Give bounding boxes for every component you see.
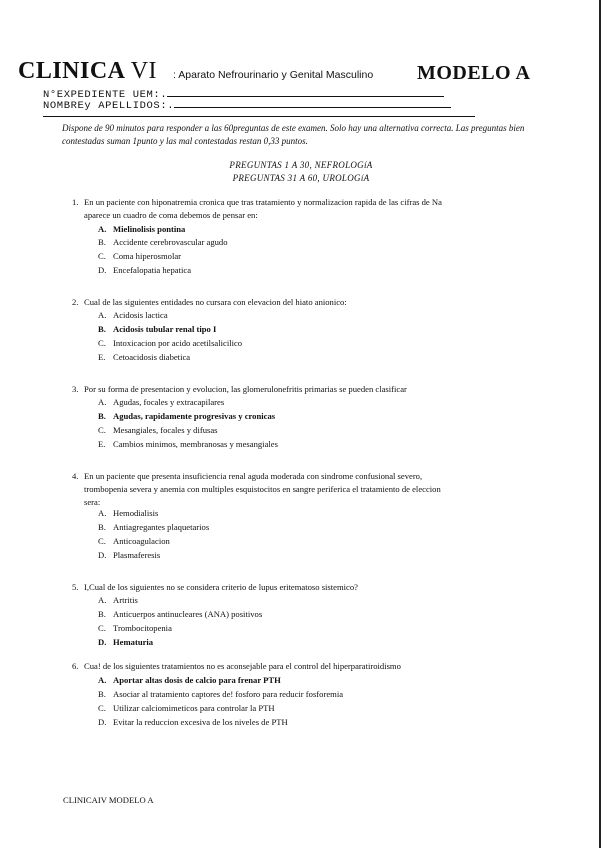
option-text: Hemodialisis: [113, 508, 159, 518]
option-text: Antiagregantes plaquetarios: [113, 522, 210, 532]
nombre-line[interactable]: [174, 97, 451, 108]
exam-model: MODELO A: [417, 62, 531, 84]
expediente-label: N°EXPEDIENTE UEM:.: [43, 89, 168, 101]
option-text: Evitar la reduccion excesiva de los niveles de PTH: [113, 717, 288, 727]
option-5c[interactable]: [98, 622, 172, 635]
option-text: Mesangiales, focales y difusas: [113, 425, 218, 435]
option-letter: A.: [98, 224, 107, 234]
option-text: Cambios minimos, membranosas y mesangiales: [113, 439, 278, 449]
option-text: Accidente cerebrovascular agudo: [113, 237, 228, 247]
option-letter: E.: [98, 439, 106, 449]
option-2a[interactable]: [98, 309, 168, 322]
option-6a[interactable]: [98, 674, 281, 687]
option-text: Encefalopatia hepatica: [113, 265, 192, 275]
exam-header: [18, 58, 578, 86]
option-letter: B.: [98, 324, 106, 334]
option-1b[interactable]: [98, 236, 228, 249]
option-3a[interactable]: [98, 396, 224, 409]
option-letter: C.: [98, 338, 106, 348]
header-rule: [43, 116, 475, 117]
option-text: Acidosis lactica: [113, 310, 168, 320]
question-1: [72, 196, 452, 222]
option-letter: B.: [98, 237, 106, 247]
option-letter: A.: [98, 595, 107, 605]
option-4d[interactable]: [98, 549, 160, 562]
option-1c[interactable]: [98, 250, 181, 263]
option-letter: D.: [98, 717, 107, 727]
option-2c[interactable]: [98, 337, 242, 350]
option-text: Acidosis tubular renal tipo I: [113, 324, 217, 334]
expediente-line[interactable]: [167, 86, 444, 97]
page-right-border: [599, 0, 601, 848]
question-text: Cual de las siguientes entidades no cursara con elevacion del hiato anionico:: [84, 297, 347, 307]
option-text: Aportar altas dosis de calcio para frenar PTH: [113, 675, 281, 685]
option-3b[interactable]: [98, 410, 275, 423]
option-2e[interactable]: [98, 351, 190, 364]
option-text: Utilizar calciomimeticos para controlar la PTH: [113, 703, 275, 713]
option-text: Agudas, rapidamente progresivas y cronicas: [113, 411, 276, 421]
option-letter: A.: [98, 508, 107, 518]
option-4a[interactable]: [98, 507, 158, 520]
option-text: Asociar al tratamiento captores de! fosforo para reducir fosforemia: [113, 689, 344, 699]
option-text: Anticuerpos antinucleares (ANA) positivos: [113, 609, 263, 619]
title-roman: VI: [130, 58, 158, 84]
question-text: Cua! de los siguientes tratamientos no es aconsejable para el control del hiperparatiroidismo: [84, 661, 401, 671]
title-clinica: CLINICA: [18, 58, 125, 84]
question-number: 2.: [72, 297, 79, 307]
option-letter: D.: [98, 637, 107, 647]
option-4b[interactable]: [98, 521, 209, 534]
question-text: Por su forma de presentacion y evolucion, las glomerulonefritis primarias se pueden clasificar: [84, 384, 407, 394]
option-6b[interactable]: [98, 688, 343, 701]
option-text: Artritis: [113, 595, 138, 605]
option-1d[interactable]: [98, 264, 191, 277]
question-text: En un paciente con hiponatremia cronica que tras tratamiento y normalizacion rapida de las cifras de Na aparece un cuadro de coma debemos de pensar en:: [84, 197, 442, 220]
option-letter: C.: [98, 251, 106, 261]
option-text: Agudas, focales y extracapilares: [113, 397, 225, 407]
option-3e[interactable]: [98, 438, 278, 451]
exam-title: [18, 58, 157, 85]
option-letter: E.: [98, 352, 106, 362]
option-letter: B.: [98, 609, 106, 619]
nombre-label: NOMBREy APELLIDOS:.: [43, 100, 175, 112]
option-letter: B.: [98, 689, 106, 699]
page-footer: CLINICAIV MODELO A: [63, 795, 154, 805]
option-text: Anticoagulacion: [113, 536, 170, 546]
nombre-field[interactable]: [43, 97, 451, 112]
question-5: [72, 581, 452, 594]
question-number: 5.: [72, 582, 79, 592]
option-text: Trombocitopenia: [113, 623, 172, 633]
option-letter: A.: [98, 675, 107, 685]
question-2: [72, 296, 452, 309]
option-2b[interactable]: [98, 323, 216, 336]
option-letter: C.: [98, 425, 106, 435]
option-text: Coma hiperosmolar: [113, 251, 182, 261]
option-6c[interactable]: [98, 702, 275, 715]
option-letter: B.: [98, 411, 106, 421]
option-letter: A.: [98, 397, 107, 407]
option-text: Plasmaferesis: [113, 550, 161, 560]
question-3: [72, 383, 472, 396]
option-letter: C.: [98, 703, 106, 713]
exam-subtitle: : Aparato Nefrourinario y Genital Masculino: [173, 69, 374, 81]
option-3c[interactable]: [98, 424, 218, 437]
option-text: Intoxicacion por acido acetilsalicilico: [113, 338, 243, 348]
question-number: 4.: [72, 471, 79, 481]
question-text: I,Cual de los siguientes no se considera criterio de lupus eritematoso sistemico?: [84, 582, 358, 592]
option-letter: C.: [98, 536, 106, 546]
section-nefrologia: PREGUNTAS 1 A 30, NEFROLOGíA: [229, 160, 373, 170]
option-letter: B.: [98, 522, 106, 532]
instructions: Dispone de 90 minutos para responder a las 60preguntas de este examen. Solo hay una alternativa correcta. Las preguntas bien contestadas suman 1punto y las mal contestadas restan 0,33 puntos.: [62, 123, 525, 146]
question-6: [72, 660, 472, 673]
option-text: Cetoacidosis diabetica: [113, 352, 191, 362]
question-4: [72, 470, 452, 509]
question-number: 3.: [72, 384, 79, 394]
option-6d[interactable]: [98, 716, 288, 729]
option-letter: C.: [98, 623, 106, 633]
question-number: 6.: [72, 661, 79, 671]
question-number: 1.: [72, 197, 79, 207]
option-letter: A.: [98, 310, 107, 320]
option-5a[interactable]: [98, 594, 138, 607]
option-4c[interactable]: [98, 535, 170, 548]
title-row: [18, 58, 578, 86]
option-1a[interactable]: [98, 223, 185, 236]
option-text: Mielinolisis pontina: [113, 224, 186, 234]
option-5d[interactable]: [98, 636, 153, 649]
option-letter: D.: [98, 550, 107, 560]
question-text: En un paciente que presenta insuficiencia renal aguda moderada con sindrome confusional severo, trombopenia severa y anemia con multiples esquistocitos en sangre periferica el tratamiento de eleccion sera:: [84, 471, 441, 507]
option-5b[interactable]: [98, 608, 262, 621]
option-letter: D.: [98, 265, 107, 275]
section-urologia: PREGUNTAS 31 A 60, UROLOGíA: [232, 173, 370, 183]
option-text: Hematuria: [113, 637, 154, 647]
